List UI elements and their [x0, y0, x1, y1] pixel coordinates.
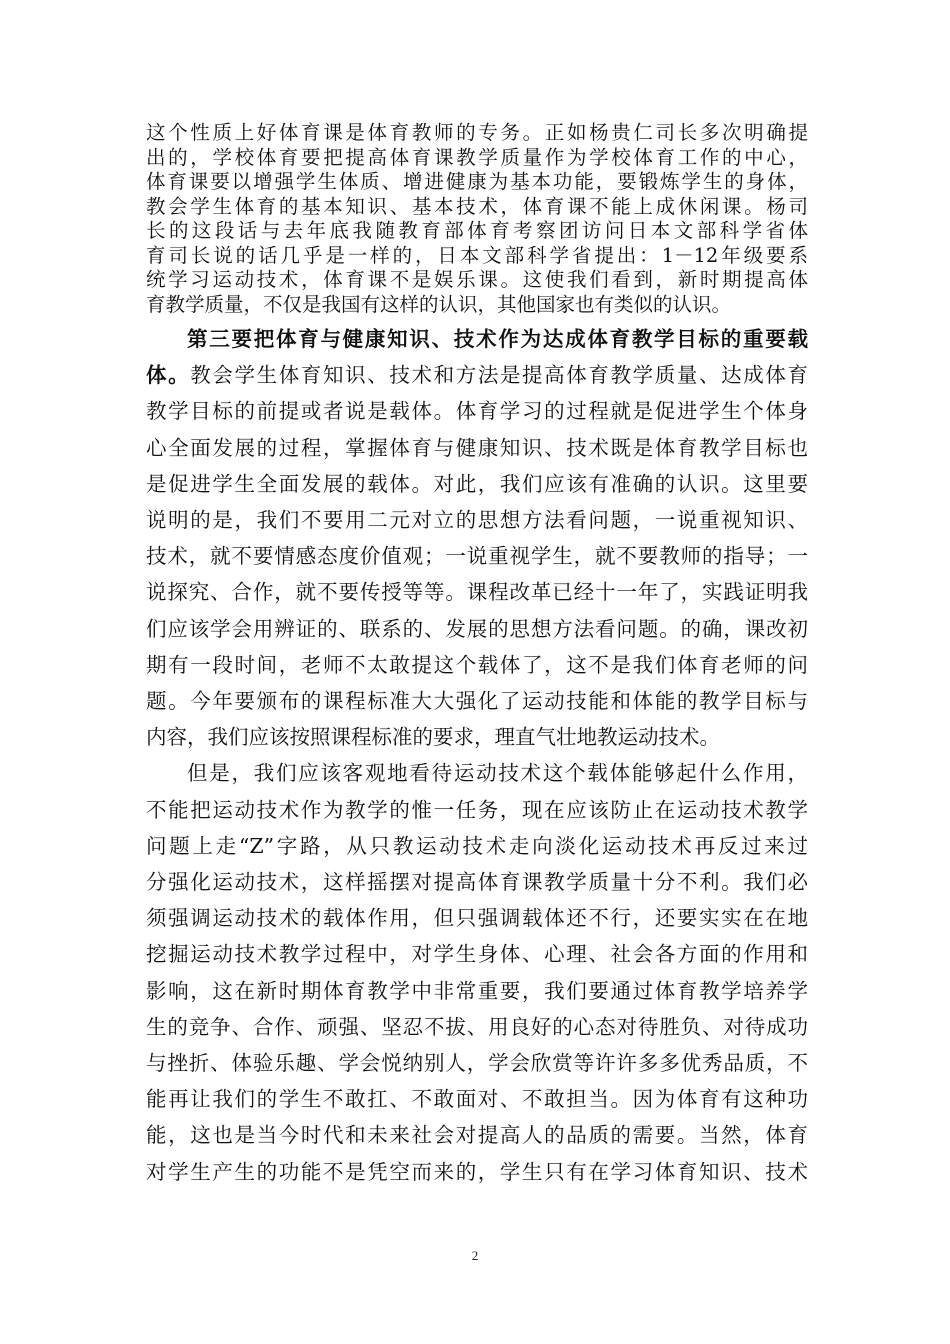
section-heading-line: 第三要把体育与健康知识、技术作为达成体育教学目标的重要载	[187, 327, 808, 351]
document-page	[146, 121, 808, 1190]
text-line: 影响，这在新时期体育教学中非常重要，我们要通过体育教学培养学	[146, 978, 808, 1003]
text-line: 技术，就不要情感态度价值观；一说重视学生，就不要教师的指导；一	[146, 544, 808, 569]
text-line-rest: 教会学生体育知识、技术和方法是提高体育教学质量、达成体育	[190, 363, 809, 388]
text-line: 统学习运动技术，体育课不是娱乐课。这使我们看到，新时期提高体	[146, 268, 808, 291]
text-line: 长的这段话与去年底我随教育部体育考察团访问日本文部科学省体	[146, 219, 808, 242]
text-line: 说明的是，我们不要用二元对立的思想方法看问题，一说重视知识、	[146, 508, 808, 533]
text-line: 问题上走“Z”字路，从只教运动技术走向淡化运动技术再反过来过	[146, 833, 808, 858]
text-line: 教会学生体育的基本知识、基本技术，体育课不能上成休闲课。杨司	[146, 194, 808, 218]
text-line: 生的竞争、合作、顽强、坚忍不拔、用良好的心态对待胜负、对待成功	[146, 1014, 808, 1039]
text-line: 分强化运动技术，这样摇摆对提高体育课教学质量十分不利。我们必	[146, 870, 808, 895]
text-line: 体育课要以增强学生体质、增进健康为基本功能，要锻炼学生的身体，	[146, 170, 808, 193]
paragraph-continuation	[146, 121, 808, 317]
text-line: 育教学质量，不仅是我国有这样的认识，其他国家也有类似的认识。	[146, 292, 732, 316]
text-line: 是促进学生全面发展的载体。对此，我们应该有准确的认识。这里要	[146, 471, 808, 496]
text-line: 挖掘运动技术教学过程中，对学生身体、心理、社会各方面的作用和	[146, 942, 808, 967]
text-line: 心全面发展的过程，掌握体育与健康知识、技术既是体育教学目标也	[146, 435, 808, 460]
text-line	[146, 357, 808, 393]
text-line: 内容，我们应该按照课程标准的要求，理直气壮地教运动技术。	[146, 725, 720, 750]
text-line: 教学目标的前提或者说是载体。体育学习的过程就是促进学生个体身	[146, 399, 808, 424]
paragraph-however	[146, 755, 808, 1189]
text-line: 说探究、合作，就不要传授等等。课程改革已经十一年了，实践证明我	[146, 580, 808, 605]
text-line: 能再让我们的学生不敢扛、不敢面对、不敢担当。因为体育有这种功	[146, 1087, 808, 1112]
text-line: 出的，学校体育要把提高体育课教学质量作为学校体育工作的中心，	[146, 145, 808, 169]
page-number: 2	[471, 1248, 479, 1263]
paragraph-third-point	[146, 321, 808, 755]
text-line: 期有一段时间，老师不太敢提这个载体了，这不是我们体育老师的问	[146, 652, 808, 677]
text-line: 育司长说的话几乎是一样的，日本文部科学省提出：1－12年级要系	[146, 243, 808, 267]
section-heading-tail: 体。	[146, 363, 191, 388]
text-line: 须强调运动技术的载体作用，但只强调载体还不行，还要实实在在地	[146, 906, 808, 931]
text-line: 对学生产生的功能不是凭空而来的，学生只有在学习体育知识、技术	[146, 1159, 808, 1184]
text-line: 题。今年要颁布的课程标准大大强化了运动技能和体能的教学目标与	[146, 689, 808, 714]
text-line: 能，这也是当今时代和未来社会对提高人的品质的需要。当然，体育	[146, 1123, 808, 1148]
text-line: 与挫折、体验乐趣、学会悦纳别人，学会欣赏等许许多多优秀品质，不	[146, 1051, 808, 1076]
text-line: 不能把运动技术作为教学的惟一任务，现在应该防止在运动技术教学	[146, 797, 808, 822]
text-line: 们应该学会用辨证的、联系的、发展的思想方法看问题。的确，课改初	[146, 616, 808, 641]
text-line: 但是，我们应该客观地看待运动技术这个载体能够起什么作用，	[187, 761, 808, 786]
text-line: 这个性质上好体育课是体育教师的专务。正如杨贵仁司长多次明确提	[146, 121, 808, 144]
